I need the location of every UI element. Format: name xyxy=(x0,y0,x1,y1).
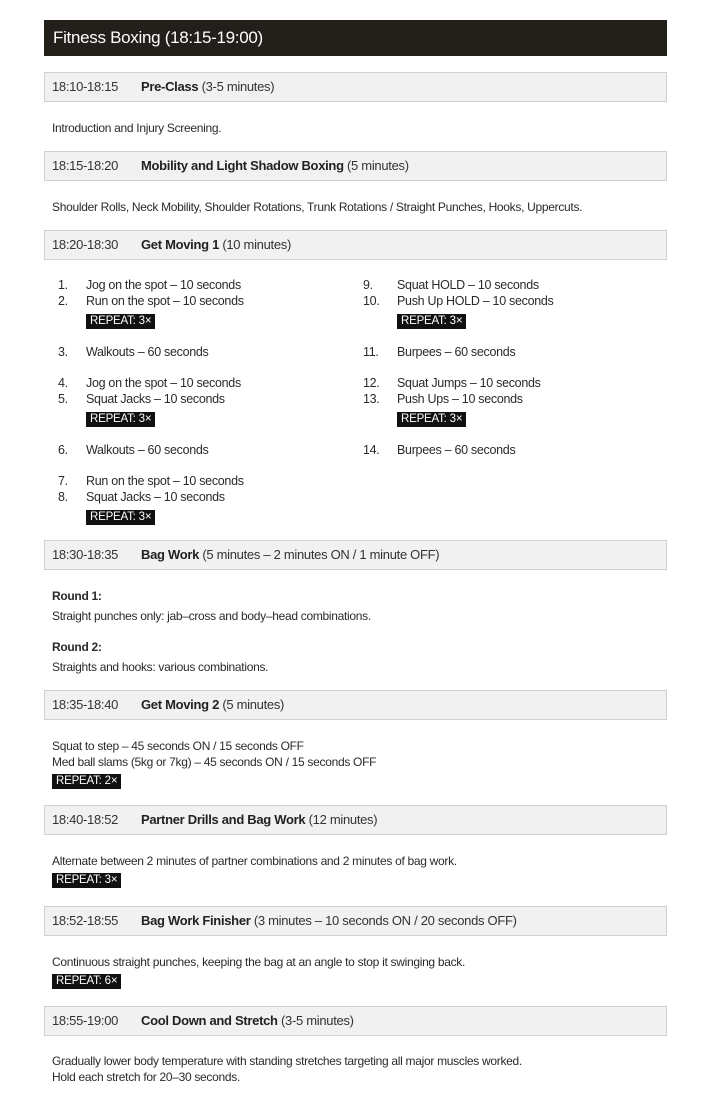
section-name: Get Moving 1 xyxy=(141,237,220,252)
section-duration: (12 minutes) xyxy=(308,812,378,827)
section-name: Get Moving 2 xyxy=(141,697,220,712)
exercise-item: 6. Walkouts – 60 seconds xyxy=(58,443,209,457)
exercise-item: 3. Walkouts – 60 seconds xyxy=(58,345,209,359)
exercise-item: 11. Burpees – 60 seconds xyxy=(363,345,516,359)
section-duration: (3-5 minutes) xyxy=(201,79,275,94)
exercise-item: 1. Jog on the spot – 10 seconds xyxy=(58,278,241,292)
section-header-get-moving-2 xyxy=(44,690,667,720)
exercise-item: 12. Squat Jumps – 10 seconds xyxy=(363,376,541,390)
exercise-item: 4. Jog on the spot – 10 seconds xyxy=(58,376,241,390)
section-time: 18:15-18:20 xyxy=(52,158,119,173)
section-line: Squat to step – 45 seconds ON / 15 seconds OFF xyxy=(52,739,304,753)
section-header-bag-work xyxy=(44,540,667,570)
section-time: 18:35-18:40 xyxy=(52,697,119,712)
section-line: Med ball slams (5kg or 7kg) – 45 seconds ON / 15 seconds OFF xyxy=(52,755,377,769)
exercise-item: 10. Push Up HOLD – 10 seconds xyxy=(363,294,554,308)
round-label: Round 1: xyxy=(52,589,102,603)
section-time: 18:20-18:30 xyxy=(52,237,119,252)
section-name: Mobility and Light Shadow Boxing xyxy=(141,158,344,173)
exercise-item: 9. Squat HOLD – 10 seconds xyxy=(363,278,539,292)
section-text: Shoulder Rolls, Neck Mobility, Shoulder Rotations, Trunk Rotations / Straight Punches, Hooks, Uppercuts. xyxy=(52,200,583,214)
section-header-partner-drills xyxy=(44,805,667,835)
repeat-badge: REPEAT: 3× xyxy=(86,412,155,427)
section-header-cool-down xyxy=(44,1006,667,1036)
round-text: Straights and hooks: various combinations. xyxy=(52,660,269,674)
section-time: 18:40-18:52 xyxy=(52,812,119,827)
section-text: Introduction and Injury Screening. xyxy=(52,121,222,135)
section-header-get-moving-1 xyxy=(44,230,667,260)
section-line: Hold each stretch for 20–30 seconds. xyxy=(52,1070,240,1084)
exercise-item: 7. Run on the spot – 10 seconds xyxy=(58,474,244,488)
exercise-item: 2. Run on the spot – 10 seconds xyxy=(58,294,244,308)
repeat-badge: REPEAT: 6× xyxy=(52,974,121,989)
section-duration: (5 minutes) xyxy=(347,158,409,173)
section-name: Bag Work Finisher xyxy=(141,913,251,928)
section-header-mobility xyxy=(44,151,667,181)
section-duration: (3 minutes – 10 seconds ON / 20 seconds OFF) xyxy=(253,913,517,928)
workout-plan xyxy=(44,20,667,1084)
section-name: Partner Drills and Bag Work xyxy=(141,812,306,827)
repeat-badge: REPEAT: 2× xyxy=(52,774,121,789)
exercise-item: 8. Squat Jacks – 10 seconds xyxy=(58,490,225,504)
section-duration: (3-5 minutes) xyxy=(281,1013,354,1028)
section-duration: (5 minutes) xyxy=(222,697,285,712)
exercise-item: 5. Squat Jacks – 10 seconds xyxy=(58,392,225,406)
section-name: Pre-Class xyxy=(141,79,199,94)
repeat-badge: REPEAT: 3× xyxy=(397,314,466,329)
round-label: Round 2: xyxy=(52,640,102,654)
exercise-item: 14. Burpees – 60 seconds xyxy=(363,443,516,457)
repeat-badge: REPEAT: 3× xyxy=(86,510,155,525)
section-header-bag-work-finisher xyxy=(44,906,667,936)
exercise-item: 13. Push Ups – 10 seconds xyxy=(363,392,523,406)
section-time: 18:55-19:00 xyxy=(52,1013,119,1028)
section-time: 18:52-18:55 xyxy=(52,913,119,928)
repeat-badge: REPEAT: 3× xyxy=(397,412,466,427)
section-name: Bag Work xyxy=(141,547,200,562)
section-text: Alternate between 2 minutes of partner combinations and 2 minutes of bag work. xyxy=(52,854,457,868)
round-text: Straight punches only: jab–cross and body–head combinations. xyxy=(52,609,371,623)
repeat-badge: REPEAT: 3× xyxy=(86,314,155,329)
section-name: Cool Down and Stretch xyxy=(141,1013,278,1028)
section-line: Gradually lower body temperature with standing stretches targeting all major muscles worked. xyxy=(52,1054,522,1068)
page-title: Fitness Boxing (18:15-19:00) xyxy=(44,20,667,56)
section-duration: (5 minutes – 2 minutes ON / 1 minute OFF) xyxy=(202,547,440,562)
repeat-badge: REPEAT: 3× xyxy=(52,873,121,888)
section-time: 18:10-18:15 xyxy=(52,79,119,94)
section-duration: (10 minutes) xyxy=(222,237,291,252)
section-text: Continuous straight punches, keeping the bag at an angle to stop it swinging back. xyxy=(52,955,466,969)
section-time: 18:30-18:35 xyxy=(52,547,119,562)
section-header-pre-class xyxy=(44,72,667,102)
